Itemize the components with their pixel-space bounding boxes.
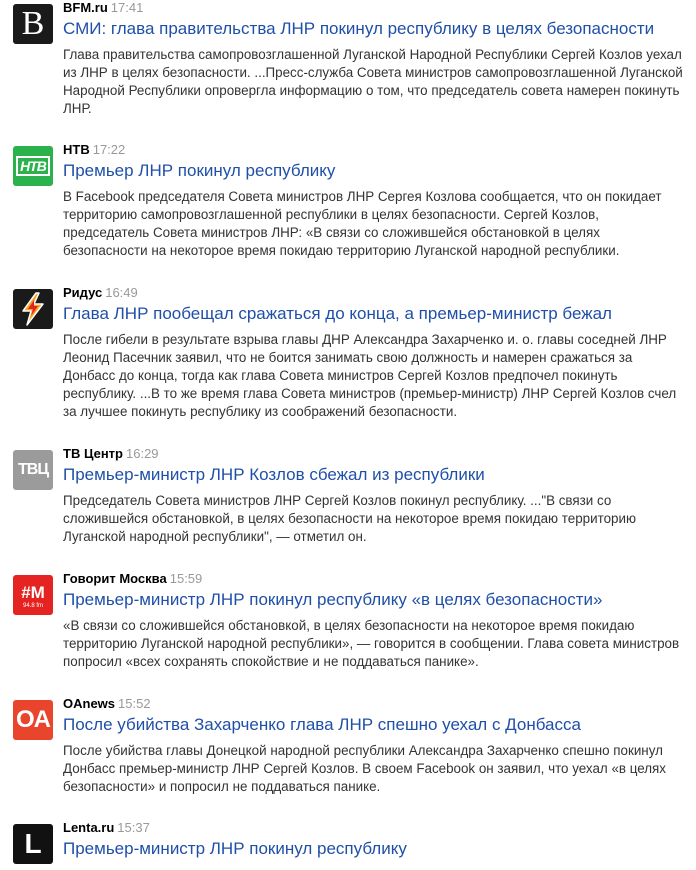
- news-title-link[interactable]: Премьер-министр ЛНР покинул республику «в целях безопасности»: [63, 590, 603, 609]
- news-snippet: После убийства главы Донецкой народной республики Александра Захарченко спешно покинул Донбасс премьер-министр ЛНР Сергей Козлов. В своем Facebook он заявил, что уехал «в целях безопасности» и попросил не поддаваться панике.: [63, 743, 667, 794]
- tvc-logo-text: ТВЦ: [17, 461, 48, 478]
- news-title-link[interactable]: После убийства Захарченко глава ЛНР спешно уехал с Донбасса: [63, 715, 581, 734]
- news-snippet: После гибели в результате взрыва главы ДНР Александра Захарченко и. о. главы соседней ЛНР Леонид Пасечник заявил, что не боится занимать свою должность и намерен сражаться за Донбасс до конца, тогда как глава Совета министров Сергей Козлов предпочел покинуть республику. ...В то же время глава Совета министров (премьер-министр) ЛНР Сергей Козлов счел за лучшее покинуть республику из соображений безопасности.: [63, 332, 677, 419]
- ntv-logo-text: НТВ: [16, 156, 50, 176]
- publish-time: 16:49: [105, 285, 138, 300]
- news-content: [63, 285, 683, 421]
- publish-time: 17:41: [110, 0, 144, 15]
- publish-time: 15:37: [117, 820, 150, 835]
- oanews-logo-text: OA: [16, 706, 50, 733]
- news-meta: [63, 0, 683, 16]
- news-snippet: Председатель Совета министров ЛНР Сергей Козлов покинул республику. ..."В связи со сложившейся обстановкой, в целях безопасности на некоторое время покидаю территорию Луганской народной республики", — отметил он.: [63, 493, 636, 544]
- source-name[interactable]: Говорит Москва: [63, 571, 167, 586]
- news-title-link[interactable]: Премьер-министр ЛНР Козлов сбежал из республики: [63, 465, 485, 484]
- gm-logo-frequency: 94.8 fm: [22, 603, 43, 609]
- publish-time: 17:22: [92, 142, 126, 157]
- news-snippet: В Facebook председателя Совета министров ЛНР Сергея Козлова сообщается, что он покидает территорию самопровозглашенной республики в целях безопасности. Сергей Козлов, председатель Совета министров ЛНР: «В связи со сложившейся обстановкой в целях безопасности на некоторое время покидаю территорию Луганской народной республики.: [63, 189, 662, 258]
- source-name[interactable]: BFM.ru: [63, 0, 108, 15]
- news-title-link[interactable]: Премьер ЛНР покинул республику: [63, 161, 336, 180]
- bfm-logo-letter: B: [21, 5, 45, 42]
- news-title-link[interactable]: Премьер-министр ЛНР покинул республику: [63, 839, 407, 858]
- news-content: [63, 820, 683, 859]
- news-meta: [63, 142, 683, 158]
- govorit-moskva-logo-icon[interactable]: [13, 575, 53, 615]
- news-snippet: Глава правительства самопровозглашенной Луганской Народной Республики Сергей Козлов уехал из ЛНР в целях безопасности. ...Пресс-служба Совета министров самопровозглашенной Луганской Народной Республики опровергла информацию о том, что председатель совета намерен покинуть ЛНР.: [63, 47, 683, 116]
- gm-logo-text: #M: [21, 583, 45, 602]
- bfm-logo-icon[interactable]: [13, 4, 53, 44]
- ntv-logo-icon[interactable]: [13, 146, 53, 186]
- news-meta: [63, 285, 683, 301]
- news-meta: [63, 696, 683, 712]
- news-content: [63, 0, 683, 118]
- news-content: [63, 571, 683, 671]
- source-name[interactable]: ТВ Центр: [63, 446, 123, 461]
- oanews-logo-icon[interactable]: [13, 700, 53, 740]
- publish-time: 15:59: [169, 571, 203, 586]
- source-name[interactable]: НТВ: [63, 142, 90, 157]
- publish-time: 15:52: [118, 696, 151, 711]
- news-title-link[interactable]: СМИ: глава правительства ЛНР покинул республику в целях безопасности: [63, 19, 655, 38]
- news-meta: [63, 446, 683, 462]
- news-title-link[interactable]: Глава ЛНР пообещал сражаться до конца, а премьер-министр бежал: [63, 304, 612, 323]
- publish-time: 16:29: [126, 446, 159, 461]
- ridus-lightning-logo-icon[interactable]: [13, 289, 53, 329]
- news-content: [63, 142, 683, 260]
- news-meta: [63, 571, 683, 587]
- source-name[interactable]: Lenta.ru: [63, 820, 115, 835]
- source-name[interactable]: OAnews: [63, 696, 116, 711]
- lenta-logo-letter: L: [24, 828, 42, 859]
- lightning-icon: [18, 292, 48, 326]
- news-content: [63, 696, 683, 796]
- source-name[interactable]: Ридус: [63, 285, 103, 300]
- news-snippet: «В связи со сложившейся обстановкой, в целях безопасности на некоторое время покидаю территорию Луганской народной республики», — говорится в сообщении. Глава совета министров попросил «всех сохранять спокойствие и не поддаваться панике».: [63, 618, 680, 669]
- news-content: [63, 446, 683, 546]
- news-meta: [63, 820, 683, 836]
- tvc-logo-icon[interactable]: [13, 450, 53, 490]
- lenta-logo-icon[interactable]: [13, 824, 53, 864]
